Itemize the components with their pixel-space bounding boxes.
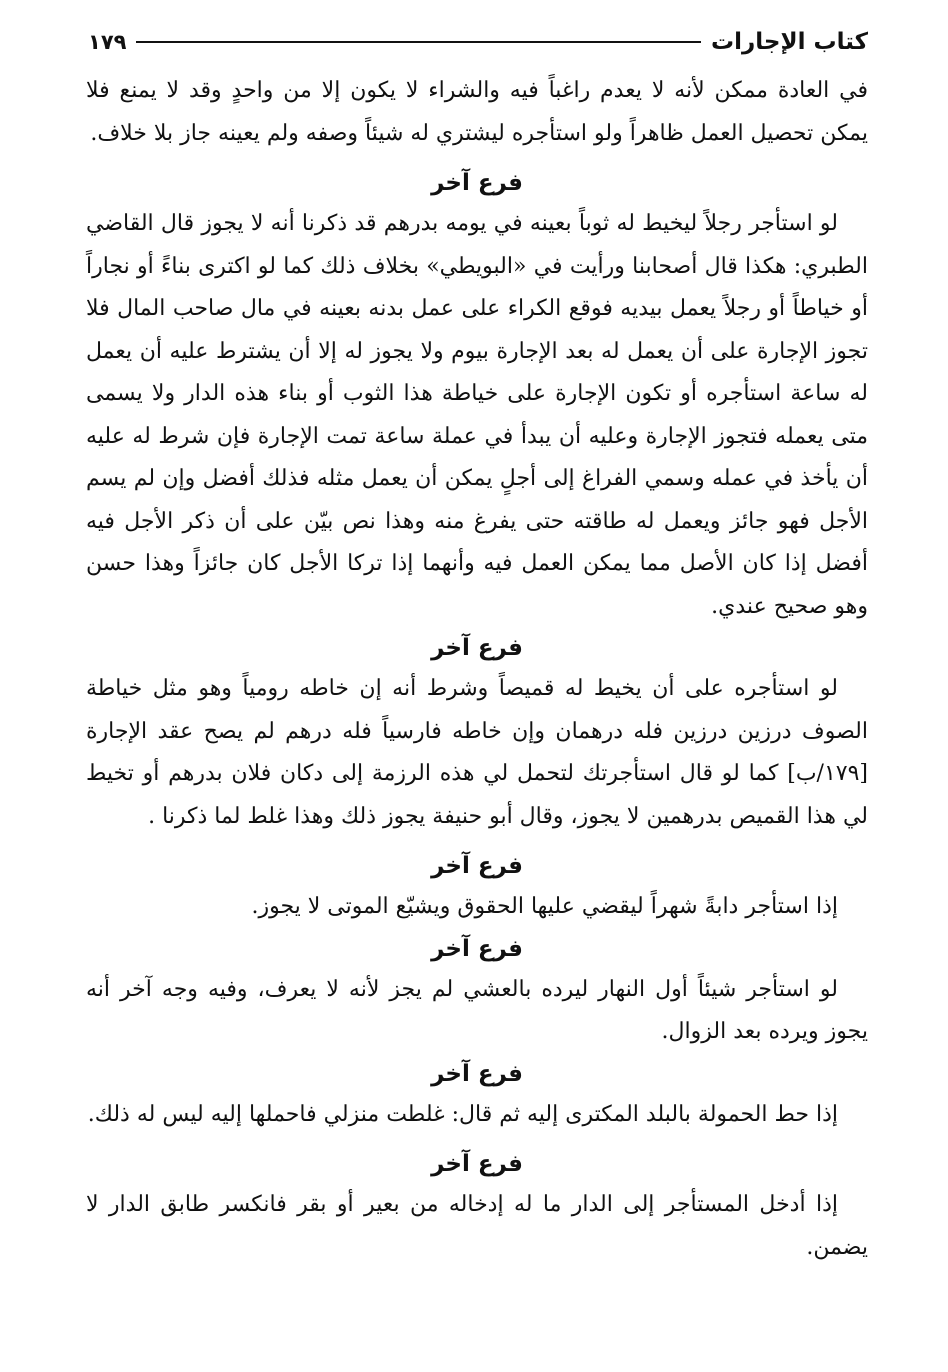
paragraph: إذا استأجر دابةً شهراً ليقضي عليها الحقوق ويشيّع الموتى لا يجوز.	[251, 894, 838, 919]
header-rule	[136, 41, 701, 43]
chapter-title: كتاب الإجارات	[711, 29, 868, 55]
section-heading: فرع آخر	[431, 853, 523, 879]
section-heading: فرع آخر	[431, 170, 523, 196]
paragraph-continuation: في العادة ممكن لأنه لا يعدم راغباً فيه والشراء لا يكون إلا من واحدٍ وقد لا يمنع فلا يمكن تحصيل العمل ظاهراً ولو استأجره ليشتري له شيئاً وصفه ولم يعينه جاز بلا خلاف.	[86, 78, 868, 146]
paragraph: إذا أدخل المستأجر إلى الدار ما له إدخاله من بعير أو بقر فانكسر طابق الدار لا يضمن.	[86, 1192, 868, 1260]
section-heading: فرع آخر	[431, 935, 523, 962]
page-body	[86, 70, 868, 1269]
paragraph: لو استأجره على أن يخيط له قميصاً وشرط أنه إن خاطه رومياً وهو مثل خياطة الصوف درزين درزين فله درهمان وإن خاطه فارسياً فله درهم لم يصح عقد الإجارة [١٧٩/ب] كما لو قال استأجرتك لتحمل لي هذه الرزمة إلى دكان فلان بدرهم أو تخيط لي هذا القميص بدرهمين لا يجوز، وقال أبو حنيفة يجوز ذلك وهذا غلط لما ذكرنا .	[86, 676, 868, 829]
paragraph: لو استأجر شيئاً أول النهار ليرده بالعشي لم يجز لأنه لا يعرف، وفيه وجه آخر أنه يجوز ويرده بعد الزوال.	[86, 976, 868, 1044]
paragraph: لو استأجر رجلاً ليخيط له ثوباً بعينه في يومه بدرهم قد ذكرنا أنه لا يجوز قال القاضي الطبري: هكذا قال أصحابنا ورأيت في «البويطي» بخلاف ذلك كما لو اكترى بناءً أو نجاراً أو خياطاً أو رجلاً يعمل بيديه فوقع الكراء على عمل بدنه بعينه في مال صاحب المال فلا تجوز الإجارة على أن يعمل له بعد الإجارة بيوم ولا يجوز له إلا أن يشترط عليه أن يعمل له ساعة استأجره أو تكون الإجارة على خياطة هذا الثوب أو بناء هذه الدار ولا يسمى متى يعمله فتجوز الإجارة وعليه أن يبدأ في عملة ساعة تمت الإجارة فإن شرط له عليه أن يأخذ في عمله وسمي الفراغ إلى أجلٍ يمكن أن يعمل مثله فذلك أفضل وإن لم يسم الأجل فهو جائز ويعمل له طاقته حتى يفرغ منه وهذا نص بيّن على أن ذكر الأجل فيه أفضل إذا كان الأصل مما يمكن العمل فيه وأنهما إذا تركا الأجل كان جائزاً وهذا حسن وهو صحيح عندي.	[86, 211, 868, 619]
section-heading: فرع آخر	[431, 1151, 523, 1177]
section-heading: فرع آخر	[431, 635, 523, 661]
section-heading: فرع آخر	[431, 1060, 523, 1087]
paragraph: إذا حط الحمولة بالبلد المكترى إليه ثم قال: غلطت منزلي فاحملها إليه ليس له ذلك.	[87, 1101, 838, 1127]
running-header	[88, 22, 868, 62]
page-number: ١٧٩	[88, 30, 127, 54]
